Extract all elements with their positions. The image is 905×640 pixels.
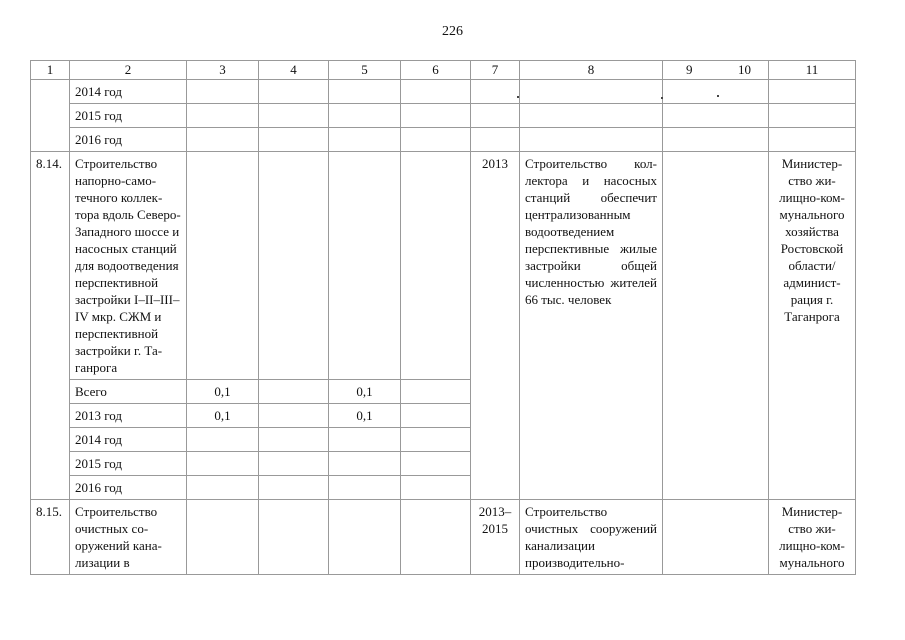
cell-year-label: 2014 год bbox=[70, 80, 187, 104]
header-col-9: 9 bbox=[686, 62, 693, 77]
header-row bbox=[31, 61, 856, 80]
header-col-8: 8 bbox=[520, 61, 663, 80]
header-col-6: 6 bbox=[401, 61, 471, 80]
item-result: Строительство очистных сооружений канализации производительно- bbox=[520, 500, 663, 575]
cell-row-label: 2013 год bbox=[70, 404, 187, 428]
cell-row-label: Всего bbox=[70, 380, 187, 404]
item-name: Строительство напорно-самотечного коллектора вдоль Северо-Западного шоссе и насосных станций для водоотведения перспективной застройки I–II–III–IV мкр. СЖМ и перспективной застройки г. Таганрога bbox=[70, 152, 187, 380]
header-col-9-10 bbox=[663, 61, 769, 80]
page-number: 226 bbox=[442, 24, 463, 39]
header-col-2: 2 bbox=[70, 61, 187, 80]
header-col-4: 4 bbox=[259, 61, 329, 80]
scan-speck bbox=[661, 97, 663, 99]
header-col-3: 3 bbox=[187, 61, 259, 80]
header-col-10: 10 bbox=[738, 62, 751, 77]
cell-year-label: 2015 год bbox=[70, 104, 187, 128]
table-row-item-8-14 bbox=[31, 152, 856, 380]
cell-value-col-5: 0,1 bbox=[329, 404, 401, 428]
cell-row-label: 2016 год bbox=[70, 476, 187, 500]
item-executor: Министерство жилищно-коммунального bbox=[769, 500, 856, 575]
cell-row-label: 2014 год bbox=[70, 428, 187, 452]
table-row bbox=[31, 104, 856, 128]
cell-value-col-5: 0,1 bbox=[329, 380, 401, 404]
item-name: Строительство очистных сооружений канализации в bbox=[70, 500, 187, 575]
header-col-7: 7 bbox=[471, 61, 520, 80]
item-year: 2013 bbox=[471, 152, 520, 500]
header-col-1: 1 bbox=[31, 61, 70, 80]
item-year: 2013– 2015 bbox=[471, 500, 520, 575]
item-number: 8.15. bbox=[31, 500, 70, 575]
cell-row-label: 2015 год bbox=[70, 452, 187, 476]
scan-speck bbox=[717, 95, 719, 97]
cell-value-col-3: 0,1 bbox=[187, 380, 259, 404]
scan-speck bbox=[517, 96, 519, 98]
header-col-5: 5 bbox=[329, 61, 401, 80]
table-row bbox=[31, 80, 856, 104]
item-result: Строительство коллектора и насосных станций обеспечит централизованным водоотведением перспективные жилые застройки общей численностью жителей 66 тыс. человек bbox=[520, 152, 663, 500]
cell-value-col-3: 0,1 bbox=[187, 404, 259, 428]
table-row bbox=[31, 128, 856, 152]
cell-number-empty bbox=[31, 80, 70, 152]
item-number: 8.14. bbox=[31, 152, 70, 500]
table-row-item-8-15 bbox=[31, 500, 856, 575]
program-table bbox=[30, 60, 856, 575]
item-executor: Министерство жилищно-коммунального хозяйства Ростовской области/ администрация г. Таганрога bbox=[769, 152, 856, 500]
cell-year-label: 2016 год bbox=[70, 128, 187, 152]
header-col-11: 11 bbox=[769, 61, 856, 80]
